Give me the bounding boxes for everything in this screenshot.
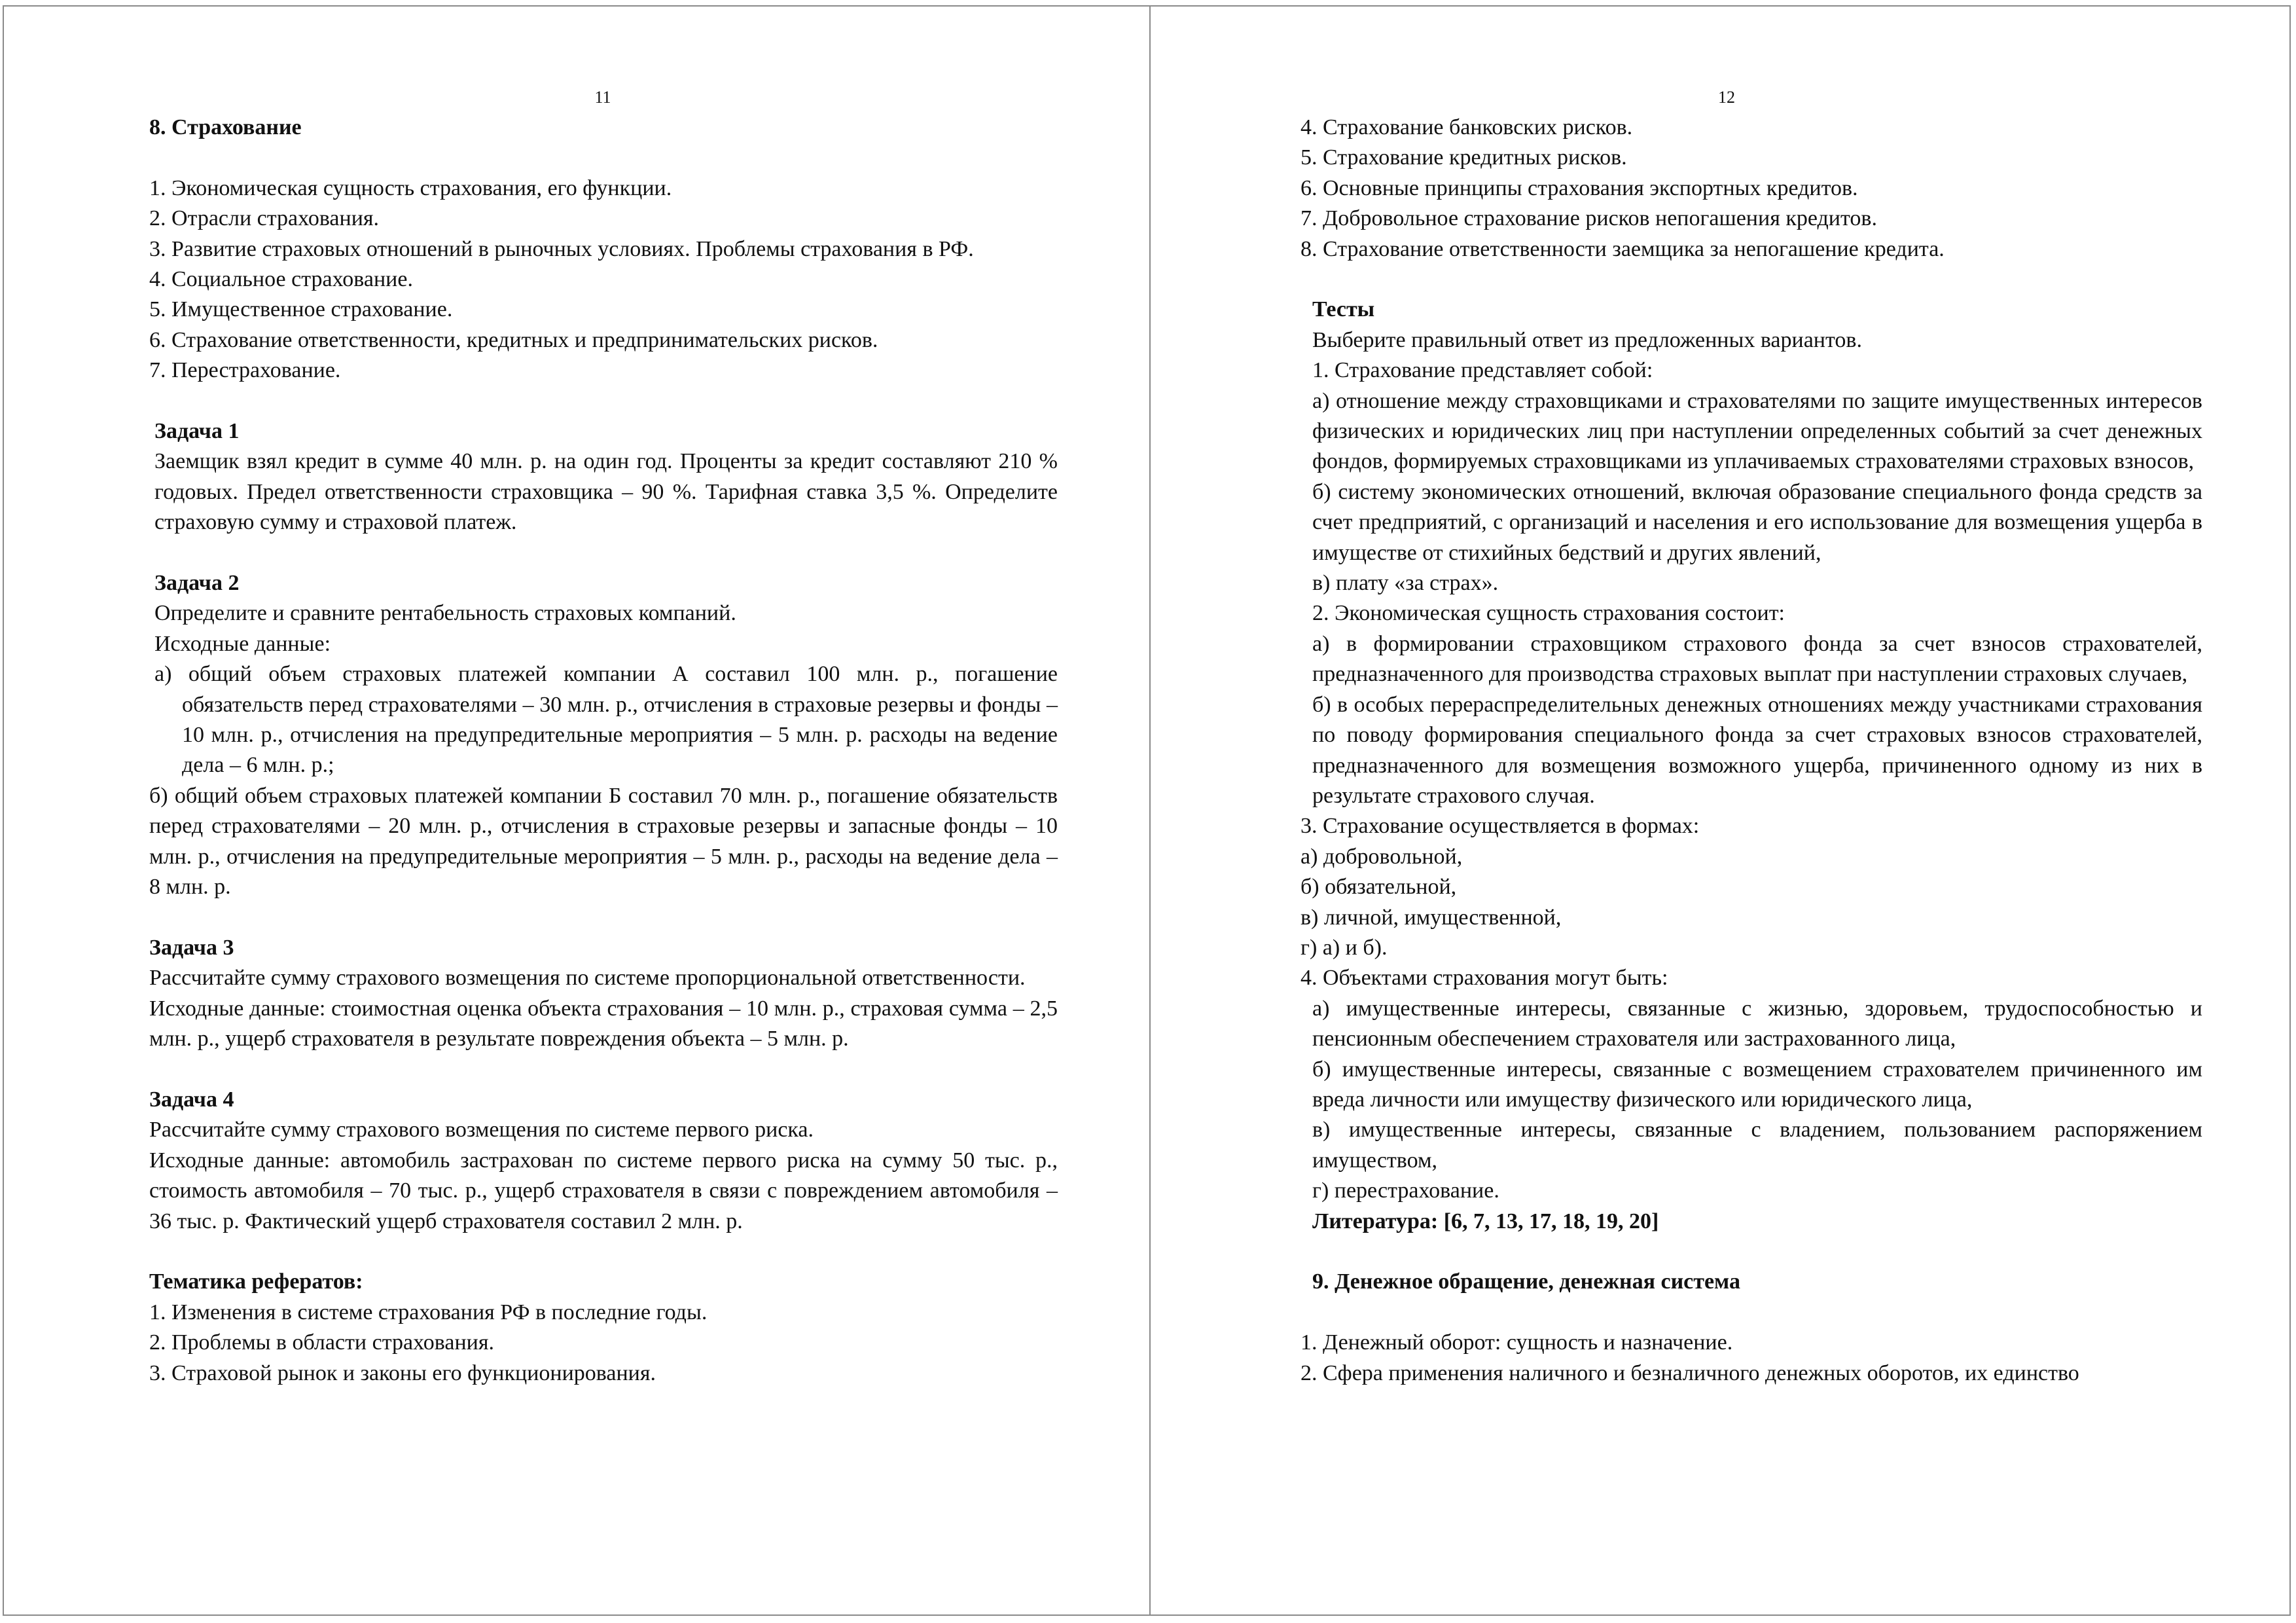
left-page-content <box>149 113 1058 1389</box>
test-question: 2. Экономическая сущность страхования состоит: <box>1312 601 1785 626</box>
test-answer: а) в формировании страховщиком страхового фонда за счет взносов страхователей, предназначенного для производства страховых выплат при наступлении страховых случаев, <box>1312 631 2202 687</box>
topic-item: 1. Экономическая сущность страхования, его функции. <box>149 175 672 200</box>
topic-item: 6. Страхование ответственности, кредитных и предпринимательских рисков. <box>149 327 878 352</box>
essay-item: 8. Страхование ответственности заемщика за непогашение кредита. <box>1300 236 1945 261</box>
test-answer: г) перестрахование. <box>1312 1178 1499 1203</box>
test-answer: б) обязательной, <box>1300 875 1457 900</box>
test-question: 3. Страхование осуществляется в формах: <box>1300 814 1700 839</box>
page-number: 11 <box>594 88 611 107</box>
test-answer: г) а) и б). <box>1300 935 1388 960</box>
task-data: Исходные данные: автомобиль застрахован по системе первого риска на сумму 50 тыс. р., стоимость автомобиля – 70 тыс. р., ущерб страхователя в связи с повреждением автомобиля – 36 тыс. р. Фактический ущерб страхователя составил 2 млн. р. <box>149 1148 1058 1233</box>
test-answer: а) добровольной, <box>1300 844 1463 869</box>
topic-item: 4. Социальное страхование. <box>149 267 413 292</box>
task-title: Задача 3 <box>149 935 234 960</box>
test-answer: в) плату «за страх». <box>1312 571 1499 596</box>
test-question: 1. Страхование представляет собой: <box>1312 358 1653 383</box>
essay-item: 2. Проблемы в области страхования. <box>149 1330 495 1355</box>
task-title: Задача 1 <box>154 419 240 444</box>
task-title: Задача 2 <box>154 571 240 596</box>
topic-item: 3. Развитие страховых отношений в рыночных условиях. Проблемы страхования в РФ. <box>149 236 974 261</box>
left-page <box>4 7 1149 1614</box>
tests-title: Тесты <box>1312 297 1375 322</box>
document-spread <box>3 5 2291 1616</box>
essays-title: Тематика рефератов: <box>149 1269 363 1294</box>
test-answer: в) имущественные интересы, связанные с владением, пользованием распоряжением имуществом, <box>1312 1118 2202 1173</box>
test-answer: б) систему экономических отношений, включая образование специального фонда средств за счет предприятий, с организаций и населения и его использование для возмещения ущерба в имуществе от стихийных бедствий и других явлений, <box>1312 479 2202 565</box>
task-intro: Рассчитайте сумму страхового возмещения по системе первого риска. <box>149 1118 814 1142</box>
task-intro: Определите и сравните рентабельность страховых компаний. <box>154 601 736 626</box>
task-data: Исходные данные: стоимостная оценка объекта страхования – 10 млн. р., страховая сумма – 2,5 млн. р., ущерб страхователя в результате повреждения объекта – 5 млн. р. <box>149 996 1058 1051</box>
essay-item: 3. Страховой рынок и законы его функционирования. <box>149 1360 656 1385</box>
topic-item: 2. Сфера применения наличного и безналичного денежных оборотов, их единство <box>1300 1360 2079 1385</box>
tests-instruction: Выберите правильный ответ из предложенных вариантов. <box>1312 327 1862 352</box>
section-title: 9. Денежное обращение, денежная система <box>1312 1269 1740 1294</box>
page-number: 12 <box>1718 88 1735 107</box>
test-answer: а) имущественные интересы, связанные с жизнью, здоровьем, трудоспособностью и пенсионным обеспечением страхователя или застрахованного лица, <box>1312 996 2202 1051</box>
essay-item: 5. Страхование кредитных рисков. <box>1300 145 1627 170</box>
section-title: 8. Страхование <box>149 115 302 139</box>
literature: Литература: [6, 7, 13, 17, 18, 19, 20] <box>1312 1209 1659 1233</box>
essay-item: 7. Добровольное страхование рисков непогашения кредитов. <box>1300 206 1877 231</box>
task-intro: Рассчитайте сумму страхового возмещения по системе пропорциональной ответственности. <box>149 966 1026 991</box>
task-option: а) общий объем страховых платежей компании А составил 100 млн. р., погашение обязательств перед страхователями – 30 млн. р., отчисления в страховые резервы и фонды – 10 млн. р., отчисления на предупредительные мероприятия – 5 млн. р. расходы на ведение дела – 6 млн. р.; <box>154 662 1058 778</box>
right-page <box>1151 7 2292 1614</box>
task-data-label: Исходные данные: <box>154 631 331 656</box>
essay-item: 1. Изменения в системе страхования РФ в последние годы. <box>149 1300 708 1324</box>
essay-item: 4. Страхование банковских рисков. <box>1300 115 1633 139</box>
task-text: Заемщик взял кредит в сумме 40 млн. р. на один год. Проценты за кредит составляют 210 % годовых. Предел ответственности страховщика – 90 %. Тарифная ставка 3,5 %. Определите страховую сумму и страховой платеж. <box>154 449 1058 535</box>
topic-item: 7. Перестрахование. <box>149 358 341 383</box>
test-answer: б) имущественные интересы, связанные с возмещением страхователем причиненного им вреда личности или имуществу физического или юридического лица, <box>1312 1057 2202 1112</box>
topic-item: 5. Имущественное страхование. <box>149 297 453 322</box>
topic-item: 2. Отрасли страхования. <box>149 206 380 231</box>
topic-item: 1. Денежный оборот: сущность и назначение. <box>1300 1330 1733 1355</box>
right-page-content <box>1300 113 2202 1389</box>
task-title: Задача 4 <box>149 1087 234 1112</box>
test-question: 4. Объектами страхования могут быть: <box>1300 966 1668 991</box>
essay-item: 6. Основные принципы страхования экспортных кредитов. <box>1300 175 1858 200</box>
test-answer: а) отношение между страховщиками и страхователями по защите имущественных интересов физических и юридических лиц при наступлении определенных событий за счет денежных фондов, формируемых страховщиками из уплачиваемых страхователями страховых взносов, <box>1312 388 2202 474</box>
task-option: б) общий объем страховых платежей компании Б составил 70 млн. р., погашение обязательств перед страхователями – 20 млн. р., отчисления в страховые резервы и запасные фонды – 10 млн. р., отчисления на предупредительные мероприятия – 5 млн. р., расходы на ведение дела – 8 млн. р. <box>149 783 1058 900</box>
test-answer: б) в особых перераспределительных денежных отношениях между участниками страхования по поводу формирования специального фонда за счет страховых взносов страхователей, предназначенного для возмещения возможного ущерба, причиненного одному из них в результате страхового случая. <box>1312 692 2202 808</box>
test-answer: в) личной, имущественной, <box>1300 905 1562 930</box>
